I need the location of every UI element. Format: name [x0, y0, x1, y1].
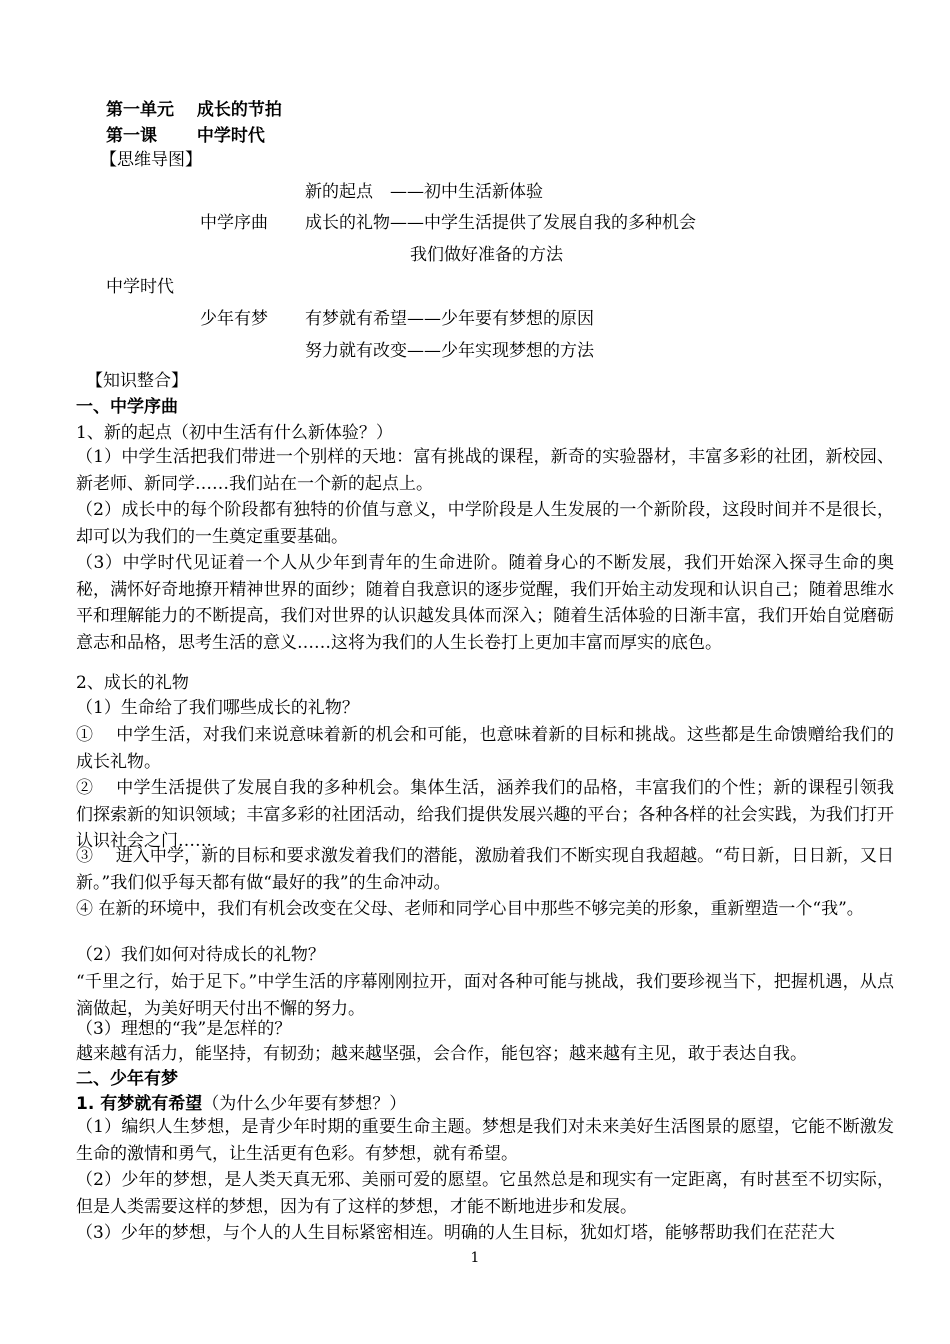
- mindmap-branch: 少年有梦: [200, 309, 268, 329]
- knowledge-label: 【知识整合】: [86, 371, 188, 391]
- mindmap-node: 成长的礼物——中学生活提供了发展自我的多种机会: [305, 213, 696, 233]
- subsection-rest: （为什么少年要有梦想？）: [202, 1094, 407, 1114]
- question: （1）生命给了我们哪些成长的礼物？: [76, 698, 359, 718]
- paragraph: （2）少年的梦想，是人类天真无邪、美丽可爱的愿望。它虽然总是和现实有一定距离，有时甚至不切实际，但是人类需要这样的梦想，因为有了这样的梦想，才能不断地进步和发展。: [76, 1170, 894, 1217]
- paragraph: （2）成长中的每个阶段都有独特的价值与意义，中学阶段是人生发展的一个新阶段，这段时间并不是很长，却可以为我们的一生奠定重要基础。: [76, 500, 894, 547]
- mindmap-node: 我们做好准备的方法: [410, 245, 563, 265]
- mindmap-node: 有梦就有希望——少年要有梦想的原因: [305, 309, 594, 329]
- paragraph: （1）编织人生梦想，是青少年时期的重要生命主题。梦想是我们对未来美好生活图景的愿望，它能不断激发生命的激情和勇气，让生活更有色彩。有梦想，就有希望。: [76, 1117, 894, 1164]
- paragraph: （3）中学时代见证着一个人从少年到青年的生命进阶。随着身心的不断发展，我们开始深入探寻生命的奥秘，满怀好奇地撩开精神世界的面纱；随着自我意识的逐步觉醒，我们开始主动发现和认识自己；随着思维水平和理解能力的不断提高，我们对世界的认识越发具体而深入；随着生活体验的日渐丰富，我们开始自觉磨砺意志和品格，思考生活的意义……这将为我们的人生长卷打上更加丰富而厚实的底色。: [76, 553, 894, 653]
- lesson-title: 第一课 中学时代: [106, 126, 265, 146]
- list-item: ④ 在新的环境中，我们有机会改变在父母、老师和同学心目中那些不够完美的形象，重新塑造一个“我”。: [76, 899, 864, 919]
- list-item: ① 中学生活，对我们来说意味着新的机会和可能，也意味着新的目标和挑战。这些都是生命馈赠给我们的成长礼物。: [76, 725, 894, 772]
- section-heading: 一、中学序曲: [76, 397, 178, 417]
- unit-title: 第一单元 成长的节拍: [106, 100, 282, 120]
- section-heading: 二、少年有梦: [76, 1069, 178, 1089]
- subsection-bold: 1. 有梦就有希望: [76, 1094, 203, 1114]
- page-number: 1: [470, 1250, 480, 1266]
- paragraph: 越来越有活力，能坚持，有韧劲；越来越坚强，会合作，能包容；越来越有主见，敢于表达自我。: [76, 1044, 807, 1064]
- mindmap-label: 【思维导图】: [100, 150, 202, 170]
- list-item: ② 中学生活提供了发展自我的多种机会。集体生活，涵养我们的品格，丰富我们的个性；新的课程引领我们探索新的知识领域；丰富多彩的社团活动，给我们提供发展兴趣的平台；各种各样的社会实践，为我们打开认识社会之门……: [76, 778, 894, 851]
- mindmap-node: 新的起点 ——初中生活新体验: [305, 182, 543, 202]
- subsection-heading: 2、成长的礼物: [76, 673, 189, 693]
- question: （3）理想的“我”是怎样的？: [76, 1019, 292, 1039]
- mindmap-root: 中学时代: [106, 277, 174, 297]
- mindmap-branch: 中学序曲: [200, 213, 268, 233]
- mindmap-node: 努力就有改变——少年实现梦想的方法: [305, 341, 594, 361]
- paragraph: “千里之行，始于足下。”中学生活的序幕刚刚拉开，面对各种可能与挑战，我们要珍视当下，把握机遇，从点滴做起，为美好明天付出不懈的努力。: [76, 972, 894, 1019]
- paragraph: （1）中学生活把我们带进一个别样的天地：富有挑战的课程，新奇的实验器材，丰富多彩的社团，新校园、新老师、新同学……我们站在一个新的起点上。: [76, 447, 894, 494]
- paragraph: （3）少年的梦想，与个人的人生目标紧密相连。明确的人生目标，犹如灯塔，能够帮助我们在茫茫大: [76, 1223, 835, 1243]
- subsection-heading: 1、新的起点（初中生活有什么新体验？）: [76, 423, 393, 443]
- list-item: ③ 进入中学，新的目标和要求激发着我们的潜能，激励着我们不断实现自我超越。“苟日新，日日新，又日新。”我们似乎每天都有做“最好的我”的生命冲动。: [76, 846, 894, 893]
- question: （2）我们如何对待成长的礼物？: [76, 945, 325, 965]
- subsection-heading: [76, 1093, 406, 1115]
